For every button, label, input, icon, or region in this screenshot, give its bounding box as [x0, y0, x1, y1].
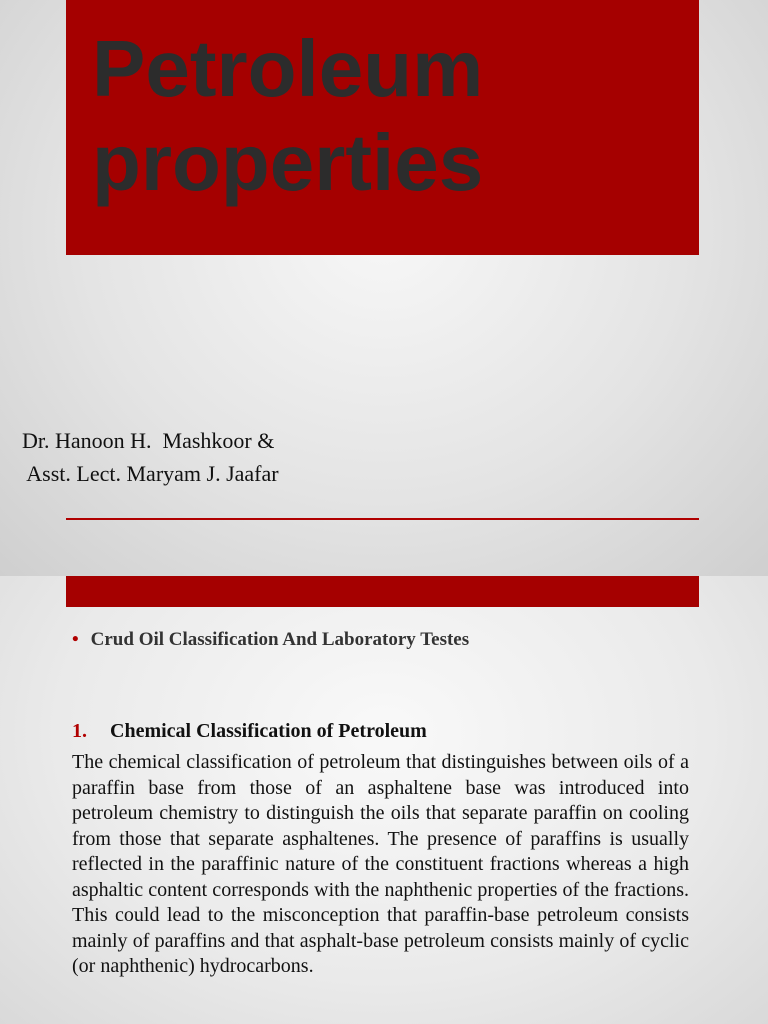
- header-bar: [66, 576, 699, 607]
- author-block: [22, 424, 279, 490]
- author-line-1: Dr. Hanoon H. Mashkoor &: [22, 428, 275, 453]
- content-slide: [0, 576, 768, 1024]
- section-title: Chemical Classification of Petroleum: [110, 720, 427, 742]
- title-divider: [66, 518, 699, 520]
- author-line-2: Asst. Lect. Maryam J. Jaafar: [22, 461, 279, 486]
- section-number: 1.: [72, 720, 87, 742]
- slide-title: Petroleum properties: [92, 24, 484, 207]
- section-heading: [72, 720, 427, 743]
- bullet-icon: •: [72, 629, 79, 650]
- bullet-text: Crud Oil Classification And Laboratory Testes: [90, 629, 470, 650]
- body-paragraph: The chemical classification of petroleum that distinguishes between oils of a paraffin base from those of an asphaltene base was introduced into petroleum chemistry to distinguish the oils that separate paraffin on cooling from those that separate asphaltenes. The presence of paraffins is usually reflected in the paraffinic nature of the constituent fractions whereas a high asphaltic content corresponds with the naphthenic properties of the fractions. This could lead to the misconception that paraffin-base petroleum consists mainly of paraffins and that asphalt-base petroleum consists mainly of cyclic (or naphthenic) hydrocarbons.: [72, 751, 689, 977]
- bullet-item: [72, 629, 469, 651]
